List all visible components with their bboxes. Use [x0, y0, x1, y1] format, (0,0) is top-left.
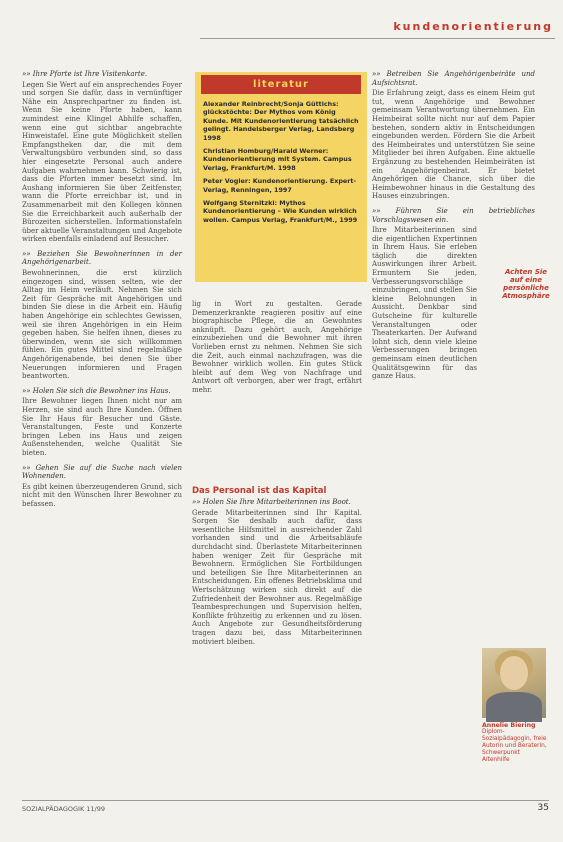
subheading: »» Führen Sie ein betriebliches Vorschlagswesen ein. [372, 206, 535, 224]
paragraph: lig in Wort zu gestalten. Gerade Demenzerkrankte reagieren positiv auf eine biographische Pflege, die an Gewohntes anknüpft. Dazu gehört auch, Angehörige einzubeziehen und die Bewohner mit ihren Vorlieben ernst zu nehmen. Nehmen Sie sich die Zeit, auch einmal nachzufragen, was die Bewohner wirklich wollen. Ein gutes Stück bleibt auf dem Weg von Nachfrage und Antwort oft verborgen, aber wer fragt, erfährt mehr. [192, 300, 362, 394]
literature-title: literatur [201, 75, 361, 94]
subheading: »» Gehen Sie auf die Suche nach vielen Wohnenden. [22, 463, 182, 481]
paragraph: Ihre Bewohner liegen Ihnen nicht nur am Herzen, sie sind auch Ihre Kunden. Öffnen Sie Ihr Haus für Besucher und Gäste. Veranstaltungen, Feste und Konzerte bringen Leben ins Haus und zeigen Außenstehenden, welche Qualität Sie bieten. [22, 397, 182, 457]
subheading: »» Holen Sie sich die Bewohner ins Haus. [22, 386, 171, 395]
literature-item: Christian Homburg/Harald Werner: Kundenorientierung mit System. Campus Verlag, Frankfurt/M. 1998 [203, 147, 352, 172]
publication-name: SOZIALPÄDAGOGIK 11/99 [22, 805, 106, 813]
paragraph: Ihre Mitarbeiterinnen sind die eigentlichen Expertinnen in Ihrem Haus. Sie erleben täglich die direkten Auswirkungen ihrer Arbeit. Ermuntern Sie jeden, Verbesserungsvorschläge einzubringen, und stellen Sie kleine Belohnungen in Aussicht. Denkbar sind Gutscheine für kulturelle Veranstaltungen oder Theaterkarten. Der Aufwand lohnt sich, denn viele kleine Verbesserungen bringen gemeinsam einen deutlichen Qualitätsgewinn für das ganze Haus. [372, 226, 477, 381]
header-rule [200, 38, 555, 39]
paragraph: Legen Sie Wert auf ein ansprechendes Foyer und sorgen Sie dafür, dass in vernünftiger Nähe ein Ansprechpartner zu finden ist. Wenn Sie keine Pforte haben, kann zumindest eine Klingel Abhilfe schaffen, wenn eine gut sichtbar angebrachte Hinweistafel. Eine gute Möglichkeit stellen Empfangstheken dar, die mit dem Verwaltungsbüro verbunden sind, so dass hier eingesetzte Personal auch andere Aufgaben wahrnehmen kann. Schwierig ist, dass die Pforten immer besetzt sind. Im Aushang informieren Sie über Zeitfenster, wann die Pforte erreichbar ist, und in Zusammenarbeit mit den Kollegen können Sie die Erreichbarkeit auch außerhalb der Bürozeiten sicherstellen. Informationstafeln über aktuelle Veranstaltungen und Angebote wirken ebenfalls einladend auf Besucher. [22, 80, 182, 244]
page-number: 35 [537, 803, 549, 813]
photo-shoulders [486, 692, 542, 722]
subheading: »» Beziehen Sie Bewohnerinnen in der Angehörigenarbeit. [22, 249, 182, 267]
paragraph: Gerade Mitarbeiterinnen sind Ihr Kapital. Sorgen Sie deshalb auch dafür, dass wesentliche Hilfsmittel in ausreichender Zahl vorhanden sind und die Arbeitsabläufe durchdacht sind. Überlastete Mitarbeiterinnen haben weniger Zeit für Gespräche mit Bewohnern. Ermöglichen Sie Fortbildungen und beteiligen Sie Ihre Mitarbeiterinnen an Entscheidungen. Ein offenes Betriebsklima und Wertschätzung wirken sich direkt auf die Zufriedenheit der Bewohner aus. Regelmäßige Teambesprechungen und Supervision helfen, Konflikte frühzeitig zu erkennen und zu lösen. Auch Angebote zur Gesundheitsförderung tragen dazu bei, dass Mitarbeiterinnen motiviert bleiben. [192, 508, 362, 646]
author-photo [482, 648, 546, 718]
subheading: »» Ihre Pforte ist Ihre Visitenkarte. [22, 70, 148, 78]
author-role: Diplom-Sozialpädagogin, freie Autorin und Beraterin, Schwerpunkt Altenhilfe [482, 729, 547, 763]
pull-quote: Achten Sie auf eine persönliche Atmosphäre [502, 268, 550, 300]
column-right [372, 70, 535, 387]
literature-item: Alexander Reinbrecht/Sonja Güttichs: glückstöchte: Der Mythos vom König Kunde. Mit Kundenorientierung tatsächlich gelingt. Handelsberger Verlag, Landsberg 1998 [203, 100, 359, 142]
paragraph: Bewohnerinnen, die erst kürzlich eingezogen sind, wissen selten, wie der Alltag im Heim verläuft. Nehmen Sie sich Zeit für Gespräche mit Angehörigen und binden Sie diese in die Arbeit ein. Häufig haben Angehörige ein schlechtes Gewissen, weil sie ihren Angehörigen in ein Heim gegeben haben. Sie helfen ihnen, dieses zu überwinden, wenn sie sich willkommen fühlen. Ein gutes Mittel sind regelmäßige Angehörigenabende, bei denen Sie über Neuerungen informieren und Fragen beantworten. [22, 269, 182, 381]
column-middle [192, 300, 362, 401]
section-heading: Das Personal ist das Kapital [192, 486, 327, 496]
photo-face [500, 656, 528, 690]
author-caption [482, 722, 548, 764]
paragraph: Die Erfahrung zeigt, dass es einem Heim gut tut, wenn Angehörige und Bewohner gemeinsam Verantwortung übernehmen. Ein Heimbeirat sollte nicht nur auf dem Papier bestehen, sondern aktiv in Entscheidungen eingebunden werden. Fördern Sie die Arbeit des Heimbeirates und unterstützen Sie seine Mitglieder bei ihren Aufgaben. Eine aktuelle Ergänzung zu bestehenden Heimbeiräten ist ein Angehörigenbeirat. Er bietet Angehörigen die Chance, sich über die Heimbewohner hinaus in die Gestaltung des Hauses einzubringen. [372, 89, 535, 201]
literature-box [195, 72, 367, 282]
subheading: »» Betreiben Sie Angehörigenbeiräte und Aufsichtsrat. [372, 70, 535, 87]
literature-item: Wolfgang Sternitzki: Mythos Kundenorientierung – Wie Kunden wirklich wollen. Campus Verlag, Frankfurt/M., 1999 [203, 199, 358, 224]
section-label: kundenorientierung [393, 20, 553, 33]
subheading: »» Holen Sie Ihre Mitarbeiterinnen ins Boot. [192, 498, 351, 506]
column-left [22, 70, 182, 515]
paragraph: Es gibt keinen überzeugenderen Grund, sich nicht mit den Wünschen Ihrer Bewohner zu befassen. [22, 482, 182, 508]
literature-item: Peter Vogler: Kundenorientierung. Expert-Verlag, Renningen, 1997 [203, 177, 357, 194]
author-name: Annelie Biering [482, 722, 536, 729]
page-footer [22, 800, 549, 813]
column-middle-lower [192, 498, 362, 652]
